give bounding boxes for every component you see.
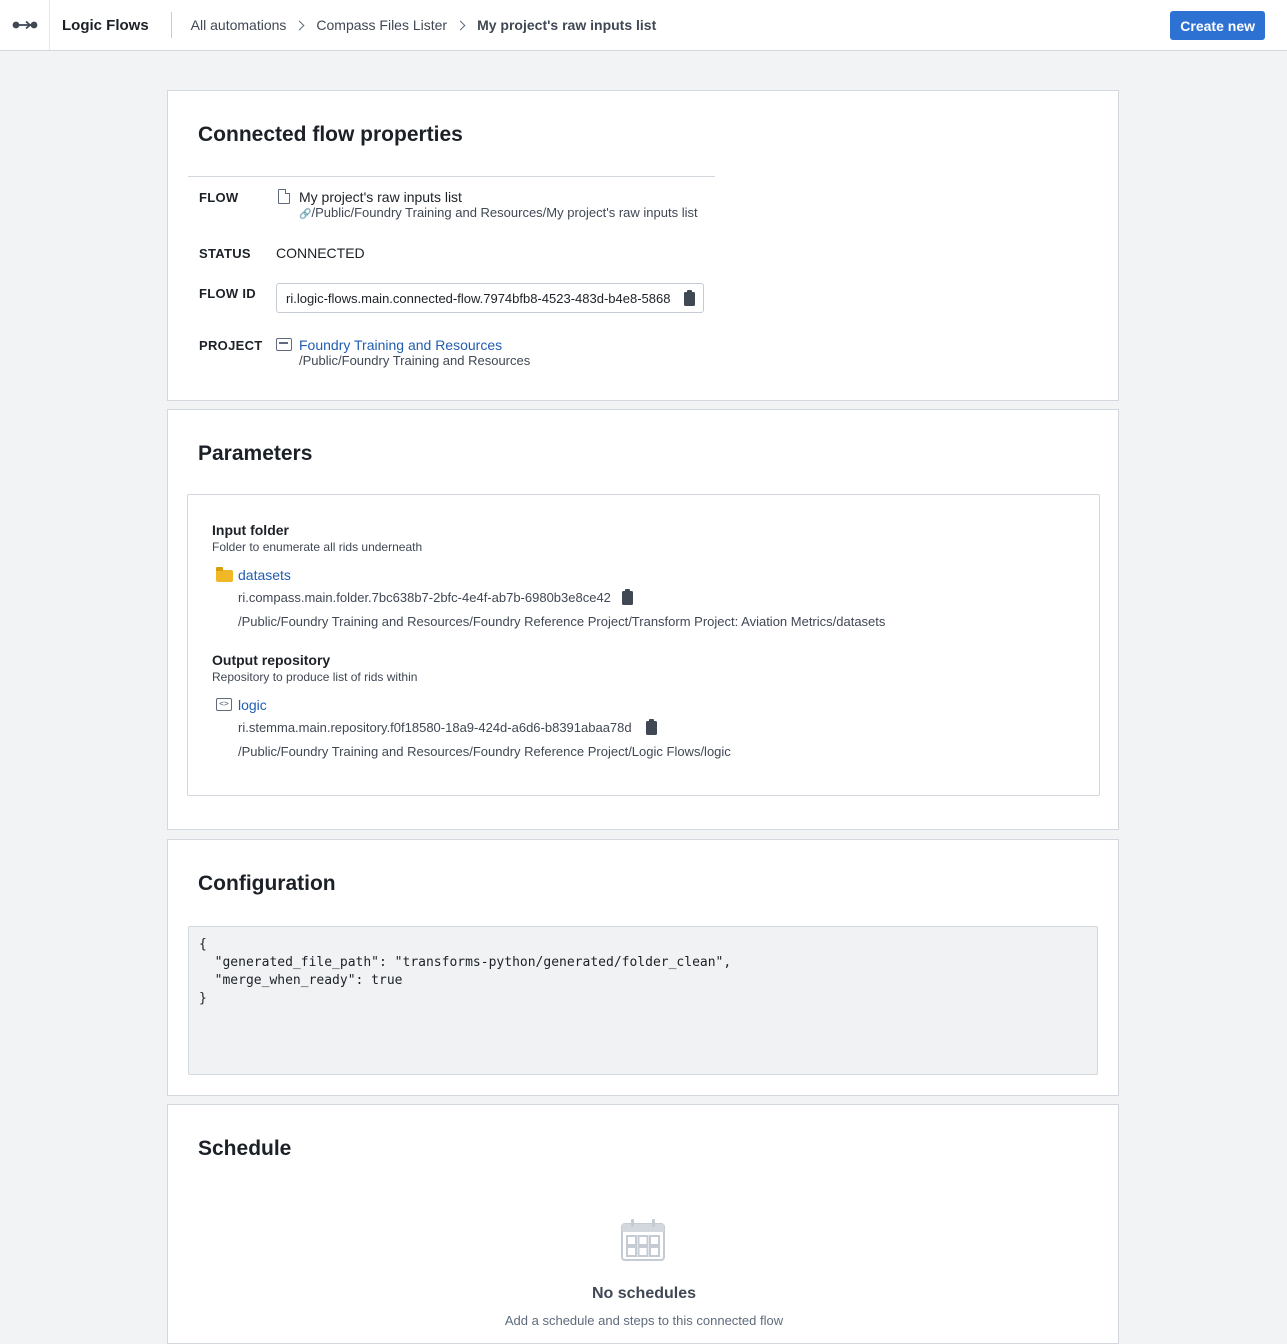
output-repository-title: Output repository	[212, 652, 331, 668]
parameters-box	[187, 494, 1100, 796]
flow-label: FLOW	[199, 190, 239, 205]
link-icon: 🔗	[299, 209, 312, 220]
project-link[interactable]: Foundry Training and Resources	[299, 337, 503, 353]
output-repository-path: /Public/Foundry Training and Resources/Foundry Reference Project/Logic Flows/logic	[238, 744, 731, 759]
section-title: Parameters	[198, 442, 313, 465]
header-divider	[171, 12, 172, 38]
clipboard-icon[interactable]	[646, 721, 657, 735]
output-repository-rid: ri.stemma.main.repository.f0f18580-18a9-424d-a6d6-b8391abaa78d	[238, 720, 632, 735]
input-folder-rid: ri.compass.main.folder.7bc638b7-2bfc-4e4f-ab7b-6980b3e8ce42	[238, 590, 611, 605]
output-repository-description: Repository to produce list of rids within	[212, 670, 418, 684]
flow-path: 🔗/Public/Foundry Training and Resources/My project's raw inputs list	[299, 205, 698, 220]
section-title: Configuration	[198, 872, 336, 895]
calendar-icon	[621, 1219, 665, 1261]
configuration-card	[167, 839, 1119, 1096]
clipboard-icon[interactable]	[684, 292, 695, 306]
configuration-json-editor[interactable]: { "generated_file_path": "transforms-python/generated/folder_clean", "merge_when_ready": true }	[188, 926, 1098, 1075]
input-folder-link[interactable]: datasets	[238, 567, 291, 583]
project-label: PROJECT	[199, 338, 263, 353]
empty-state-description: Add a schedule and steps to this connected flow	[504, 1313, 784, 1328]
chevron-right-icon	[295, 20, 305, 30]
breadcrumb-current-flow: My project's raw inputs list	[477, 17, 657, 33]
breadcrumb	[191, 17, 657, 33]
flow-id-label: FLOW ID	[199, 286, 256, 301]
logic-flows-logo-icon[interactable]	[0, 0, 50, 50]
input-folder-path: /Public/Foundry Training and Resources/Foundry Reference Project/Transform Project: Aviation Metrics/datasets	[238, 614, 886, 629]
breadcrumb-all-automations[interactable]: All automations	[190, 17, 287, 33]
breadcrumb-compass-files-lister[interactable]: Compass Files Lister	[316, 17, 448, 33]
schedule-card	[167, 1104, 1119, 1344]
divider	[188, 176, 715, 177]
section-title: Schedule	[198, 1137, 292, 1160]
top-navigation-bar	[0, 0, 1287, 51]
document-icon	[278, 189, 290, 204]
flow-id-field[interactable]	[276, 283, 704, 313]
input-folder-description: Folder to enumerate all rids underneath	[212, 540, 423, 554]
status-label: STATUS	[199, 246, 251, 261]
code-repository-icon: <>	[216, 698, 232, 711]
clipboard-icon[interactable]	[622, 591, 633, 605]
parameters-card	[167, 409, 1119, 830]
flow-id-value[interactable]: ri.logic-flows.main.connected-flow.7974bfb8-4523-483d-b4e8-5868	[286, 291, 671, 306]
project-path: /Public/Foundry Training and Resources	[299, 353, 531, 368]
flow-name[interactable]: My project's raw inputs list	[299, 189, 462, 205]
status-value: CONNECTED	[276, 245, 365, 261]
app-title[interactable]: Logic Flows	[62, 16, 149, 34]
folder-icon	[216, 570, 233, 582]
chevron-right-icon	[456, 20, 466, 30]
project-icon	[276, 338, 292, 351]
empty-state-title: No schedules	[591, 1285, 697, 1302]
section-title: Connected flow properties	[198, 123, 463, 146]
output-repository-link[interactable]: logic	[238, 697, 267, 713]
connected-flow-properties-card	[167, 90, 1119, 401]
input-folder-title: Input folder	[212, 522, 289, 538]
create-new-button[interactable]: Create new	[1170, 11, 1265, 40]
